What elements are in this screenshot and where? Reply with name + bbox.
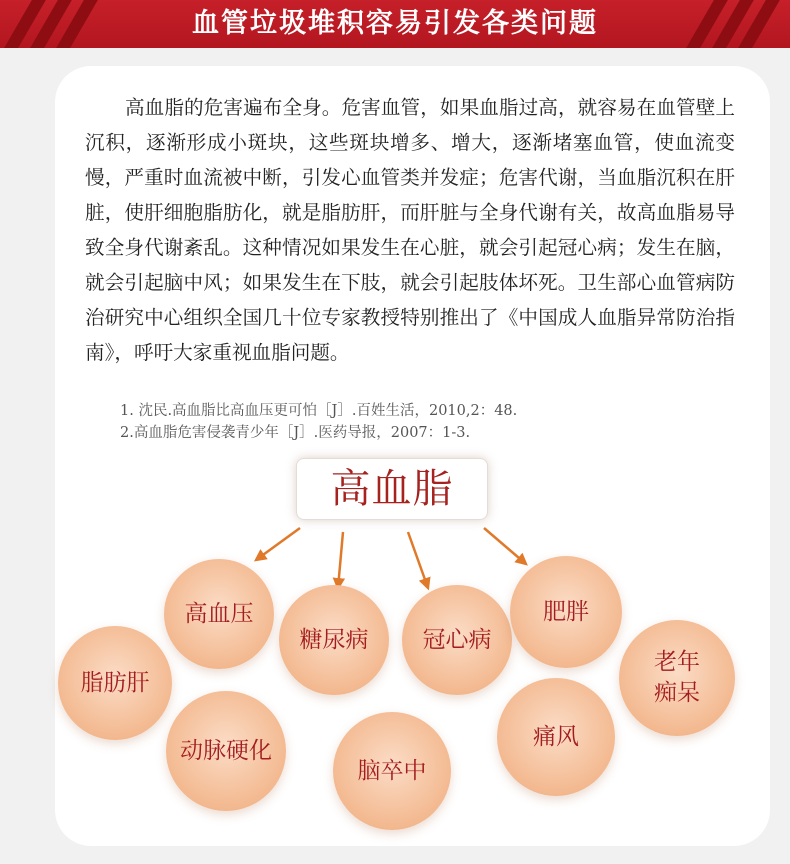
bubble-dementia: 老年 痴呆 [619, 620, 735, 736]
title-banner [0, 0, 790, 48]
center-label-box: 高血脂 [296, 458, 488, 520]
bubble-stroke: 脑卒中 [333, 712, 451, 830]
bubble-hypertension: 高血压 [164, 559, 274, 669]
bubble-diabetes: 糖尿病 [279, 585, 389, 695]
bubble-coronary: 冠心病 [402, 585, 512, 695]
reference-list [120, 400, 760, 444]
bubble-obesity: 肥胖 [510, 556, 622, 668]
bubble-atherosclerosis: 动脉硬化 [166, 691, 286, 811]
page-title: 血管垃圾堆积容易引发各类问题 [192, 8, 598, 39]
bubble-gout: 痛风 [497, 678, 615, 796]
reference-item: 2.高血脂危害侵袭青少年［J］.医药导报，2007：1-3. [120, 425, 471, 441]
reference-item: 1. 沈民.高血脂比高血压更可怕［J］.百姓生活，2010,2：48. [120, 403, 518, 419]
article-paragraph: 高血脂的危害遍布全身。危害血管，如果血脂过高，就容易在血管壁上沉积，逐渐形成小斑块，这些斑块增多、增大，逐渐堵塞血管，使血流变慢，严重时血流被中断，引发心血管类并发症；危害代谢，当血脂沉积在肝脏，使肝细胞脂肪化，就是脂肪肝，而肝脏与全身代谢有关，故高血脂易导致全身代谢紊乱。这种情况如果发生在心脏，就会引起冠心病；发生在脑，就会引起脑中风；如果发生在下肢，就会引起肢体坏死。卫生部心血管病防治研究中心组织全国几十位专家教授特别推出了《中国成人血脂异常防治指南》，呼吁大家重视血脂问题。 [85, 96, 735, 364]
bubble-fatty-liver: 脂肪肝 [58, 626, 172, 740]
